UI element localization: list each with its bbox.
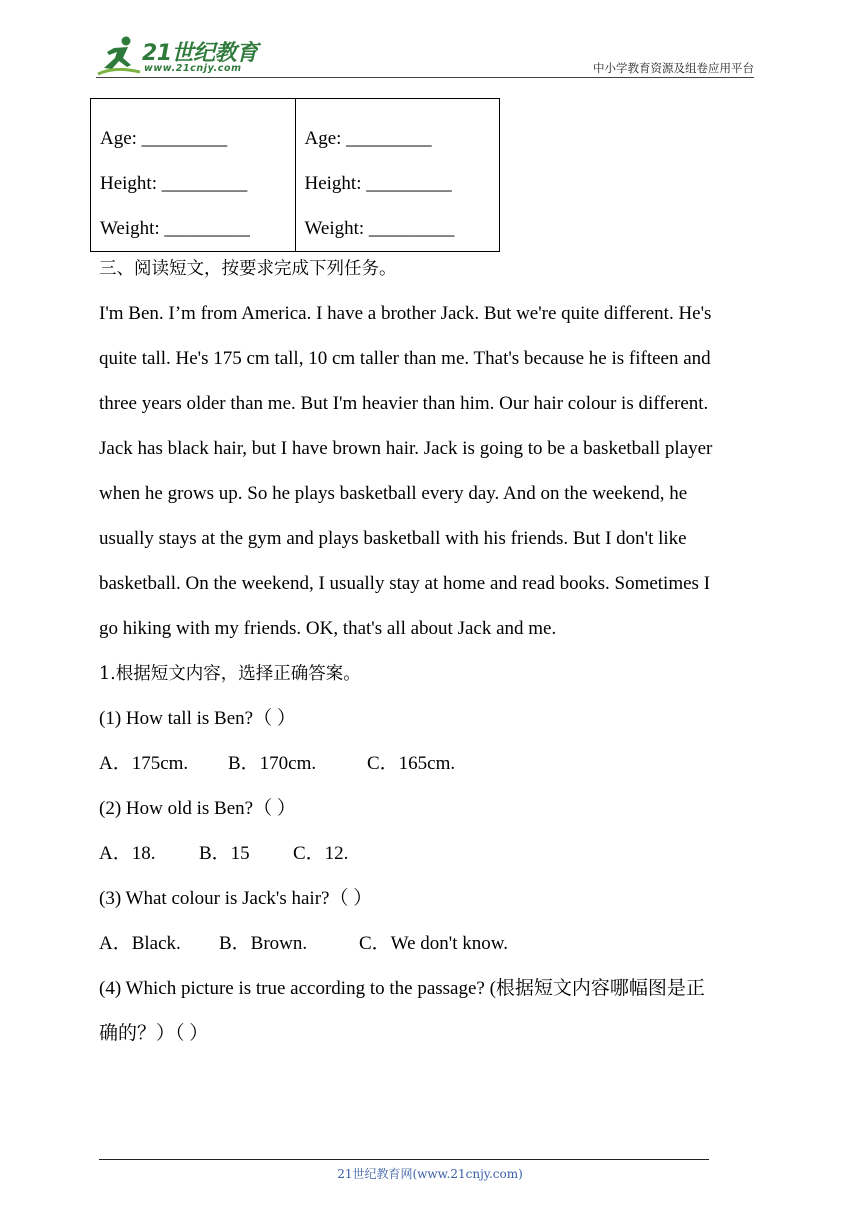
platform-name: 中小学教育资源及组卷应用平台: [593, 61, 754, 75]
header-divider: [96, 77, 754, 78]
option-c: C．12.: [293, 843, 349, 864]
question-3: (3) What colour is Jack's hair?（ ）: [99, 888, 373, 909]
passage-line: when he grows up. So he plays basketball every day. And on the weekend, he: [99, 483, 688, 504]
passage-line: usually stays at the gym and plays basketball with his friends. But I don't like: [99, 528, 687, 549]
question-4-continued: 确的？）（ ）: [99, 1023, 209, 1044]
passage-line: basketball. On the weekend, I usually stay at home and read books. Sometimes I: [99, 573, 711, 594]
runner-logo-icon: [96, 34, 142, 80]
age-blank: Age: _________: [304, 128, 432, 149]
option-b: B．15: [199, 843, 250, 864]
logo-url: www.21cnjy.com: [144, 63, 242, 74]
logo-text: 21世纪教育: [142, 41, 258, 66]
info-table: [90, 98, 500, 252]
page-header: [0, 0, 860, 90]
passage-line: quite tall. He's 175 cm tall, 10 cm taller than me. That's because he is fifteen and: [99, 348, 711, 369]
footer-divider: [99, 1159, 709, 1160]
info-cell-left: [91, 99, 296, 252]
option-c: C．We don't know.: [359, 933, 508, 954]
question-2: (2) How old is Ben?（ ）: [99, 798, 296, 819]
logo: [96, 34, 266, 80]
age-blank: Age: _________: [100, 128, 228, 149]
height-blank: Height: _________: [100, 173, 248, 194]
passage-line: Jack has black hair, but I have brown hair. Jack is going to be a basketball player: [99, 438, 713, 459]
option-a: A．175cm.: [99, 753, 189, 774]
option-c: C．165cm.: [367, 753, 456, 774]
question-1: (1) How tall is Ben?（ ）: [99, 708, 296, 729]
option-b: B．Brown.: [219, 933, 308, 954]
option-a: A．Black.: [99, 933, 181, 954]
question-4: (4) Which picture is true according to the passage? (根据短文内容哪幅图是正: [99, 978, 705, 999]
section-heading: 三、阅读短文，按要求完成下列任务。: [99, 259, 397, 279]
option-a: A．18.: [99, 843, 156, 864]
passage-line: I'm Ben. I’m from America. I have a brother Jack. But we're quite different. He's: [99, 303, 712, 324]
weight-blank: Weight: _________: [100, 218, 250, 239]
height-blank: Height: _________: [304, 173, 452, 194]
footer-text: 21世纪教育网(www.21cnjy.com): [337, 1167, 523, 1181]
passage-line: go hiking with my friends. OK, that's all about Jack and me.: [99, 618, 557, 639]
option-b: B．170cm.: [228, 753, 317, 774]
task-heading: 1.根据短文内容，选择正确答案。: [99, 664, 361, 684]
info-cell-right: [295, 99, 500, 252]
weight-blank: Weight: _________: [304, 218, 455, 239]
passage-line: three years older than me. But I'm heavier than him. Our hair colour is different.: [99, 393, 709, 414]
